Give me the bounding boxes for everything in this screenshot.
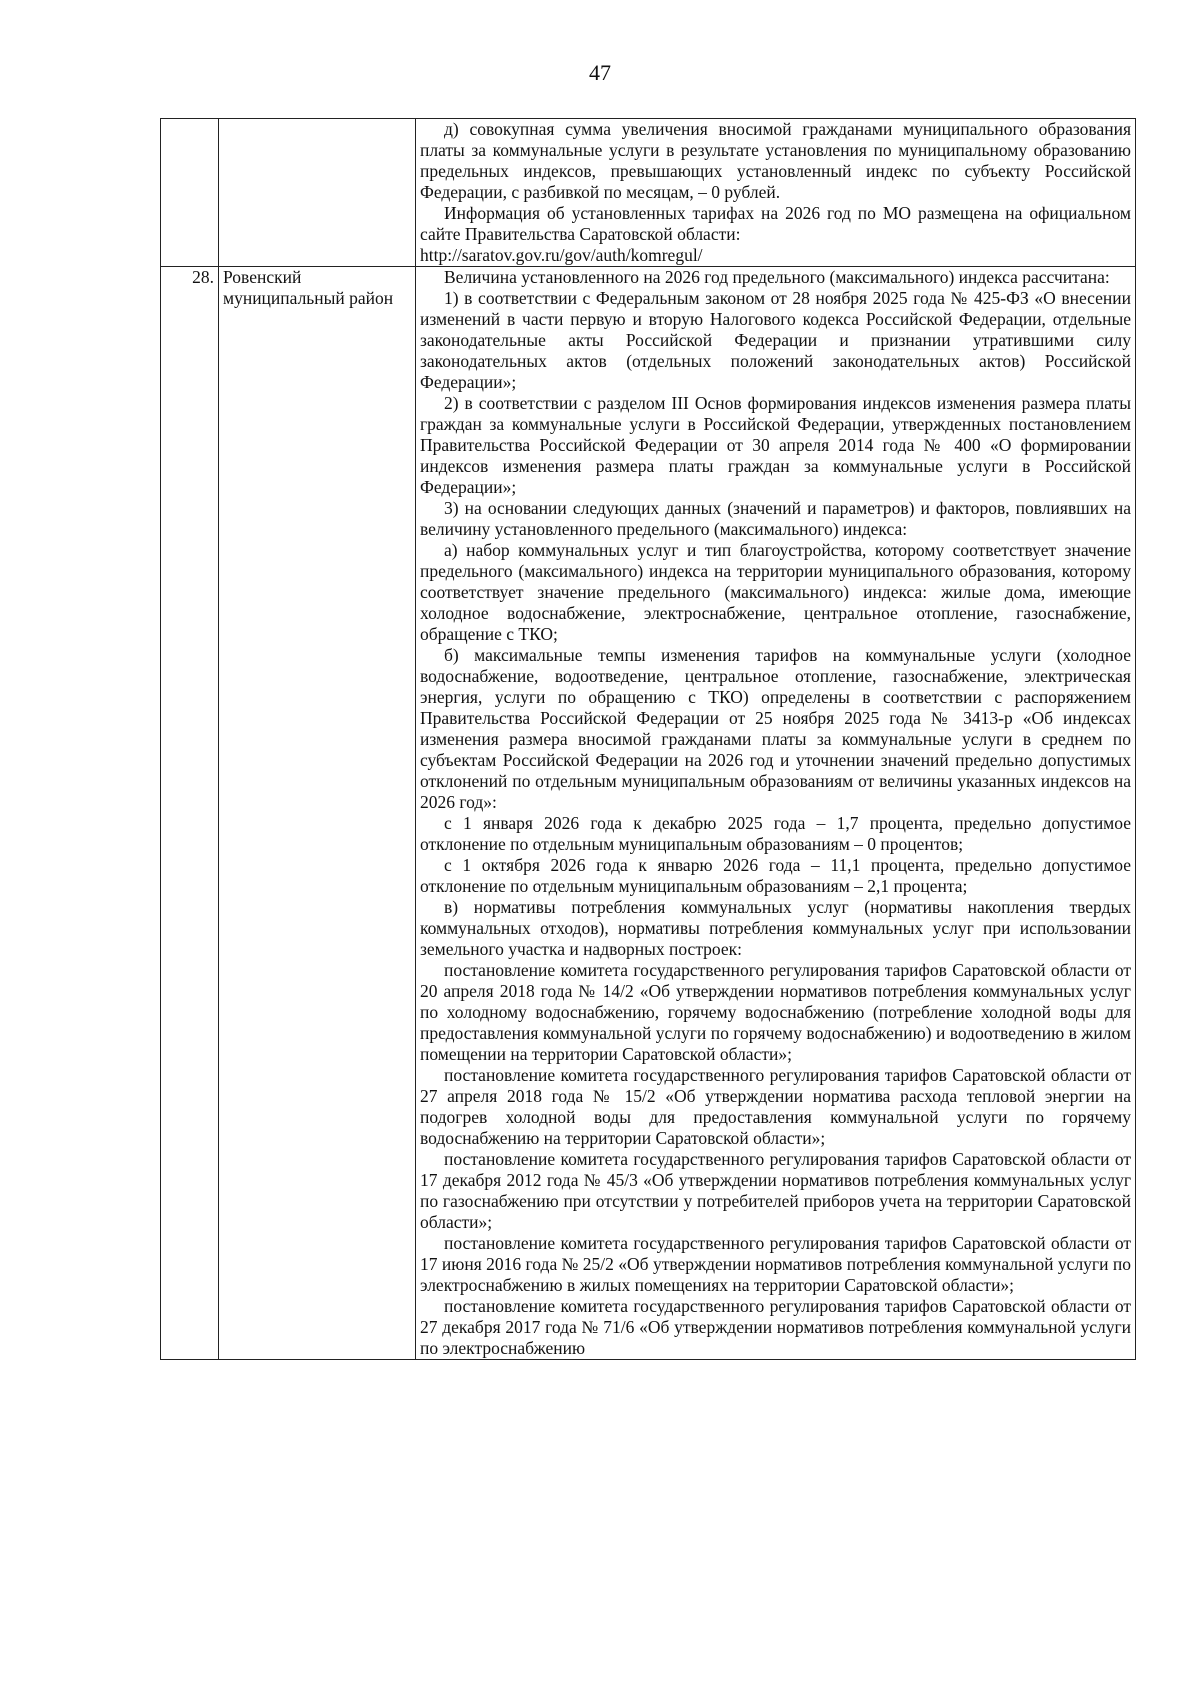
tariff-link[interactable]: http://saratov.gov.ru/gov/auth/komregul/ xyxy=(420,245,703,265)
row-number: 28. xyxy=(161,267,219,1360)
paragraph: постановление комитета государственного регулирования тарифов Саратовской области от 27 апреля 2018 года № 15/2 «Об утверждении норматива расхода тепловой энергии на подогрев холодной воды для предоставления коммунальной услуги по горячему водоснабжению на территории Саратовской области»; xyxy=(420,1065,1131,1148)
paragraph: постановление комитета государственного регулирования тарифов Саратовской области от 17 июня 2016 года № 25/2 «Об утверждении нормативов потребления коммунальной услуги по электроснабжению в жилых помещениях на территории Саратовской области»; xyxy=(420,1233,1131,1295)
document-table xyxy=(160,118,1136,1360)
table-row xyxy=(161,119,1136,267)
municipality-name: Ровенский муниципальный район xyxy=(219,267,416,1360)
paragraph: постановление комитета государственного регулирования тарифов Саратовской области от 27 декабря 2017 года № 71/6 «Об утверждении нормативов потребления коммунальной услуги по электроснабжению xyxy=(420,1296,1131,1358)
paragraph: 2) в соответствии с разделом III Основ формирования индексов изменения размера платы граждан за коммунальные услуги в Российской Федерации, утвержденных постановлением Правительства Российской Федерации от 30 апреля 2014 года № 400 «О формировании индексов изменения размера платы граждан за коммунальные услуги в Российской Федерации»; xyxy=(420,393,1131,497)
row-text xyxy=(416,267,1136,1360)
paragraph: в) нормативы потребления коммунальных услуг (нормативы накопления твердых коммунальных отходов), нормативы потребления коммунальных услуг при использовании земельного участка и надворных построек: xyxy=(420,897,1131,959)
row-text xyxy=(416,119,1136,267)
paragraph: постановление комитета государственного регулирования тарифов Саратовской области от 20 апреля 2018 года № 14/2 «Об утверждении нормативов потребления коммунальных услуг по холодному водоснабжению, горячему водоснабжению (потребление холодной воды для предоставления коммунальной услуги по горячему водоснабжению) и водоотведению в жилом помещении на территории Саратовской области»; xyxy=(420,960,1131,1064)
page-number: 47 xyxy=(589,60,611,85)
paragraph: 3) на основании следующих данных (значений и параметров) и факторов, повлиявших на величину установленного предельного (максимального) индекса: xyxy=(420,498,1131,539)
paragraph: Информация об установленных тарифах на 2026 год по МО размещена на официальном сайте Правительства Саратовской области: xyxy=(420,203,1131,244)
paragraph: а) набор коммунальных услуг и тип благоустройства, которому соответствует значение предельного (максимального) индекса на территории муниципального образования, которому соответствует значение предельного (максимального) индекса: жилые дома, имеющие холодное водоснабжение, электроснабжение, центральное отопление, газоснабжение, обращение с ТКО; xyxy=(420,540,1131,644)
row-number xyxy=(161,119,219,267)
municipality-name xyxy=(219,119,416,267)
paragraph: Величина установленного на 2026 год предельного (максимального) индекса рассчитана: xyxy=(444,267,1110,287)
table-row xyxy=(161,267,1136,1360)
paragraph: с 1 октября 2026 года к январю 2026 года – 11,1 процента, предельно допустимое отклонение по отдельным муниципальным образованиям – 2,1 процента; xyxy=(420,855,1131,896)
paragraph: 1) в соответствии с Федеральным законом от 28 ноября 2025 года № 425-ФЗ «О внесении изменений в части первую и вторую Налогового кодекса Российской Федерации, отдельные законодательные акты Российской Федерации и признании утратившими силу законодательных актов (отдельных положений законодательных актов) Российской Федерации»; xyxy=(420,288,1131,392)
paragraph: с 1 января 2026 года к декабрю 2025 года – 1,7 процента, предельно допустимое отклонение по отдельным муниципальным образованиям – 0 процентов; xyxy=(420,813,1131,854)
paragraph: д) совокупная сумма увеличения вносимой гражданами муниципального образования платы за коммунальные услуги в результате установления по муниципальному образованию предельных индексов, превышающих установленный индекс по субъекту Российской Федерации, с разбивкой по месяцам, – 0 рублей. xyxy=(420,119,1131,202)
paragraph: постановление комитета государственного регулирования тарифов Саратовской области от 17 декабря 2012 года № 45/3 «Об утверждении нормативов потребления коммунальных услуг по газоснабжению при отсутствии у потребителей приборов учета на территории Саратовской области»; xyxy=(420,1149,1131,1232)
paragraph: б) максимальные темпы изменения тарифов на коммунальные услуги (холодное водоснабжение, водоотведение, центральное отопление, газоснабжение, электрическая энергия, услуги по обращению с ТКО) определены в соответствии с распоряжением Правительства Российской Федерации от 25 ноября 2025 года № 3413-р «Об индексах изменения размера вносимой гражданами платы за коммунальные услуги в среднем по субъектам Российской Федерации на 2026 год и уточнении значений предельно допустимых отклонений по отдельным муниципальным образованиям от величины указанных индексов на 2026 год»: xyxy=(420,645,1131,812)
